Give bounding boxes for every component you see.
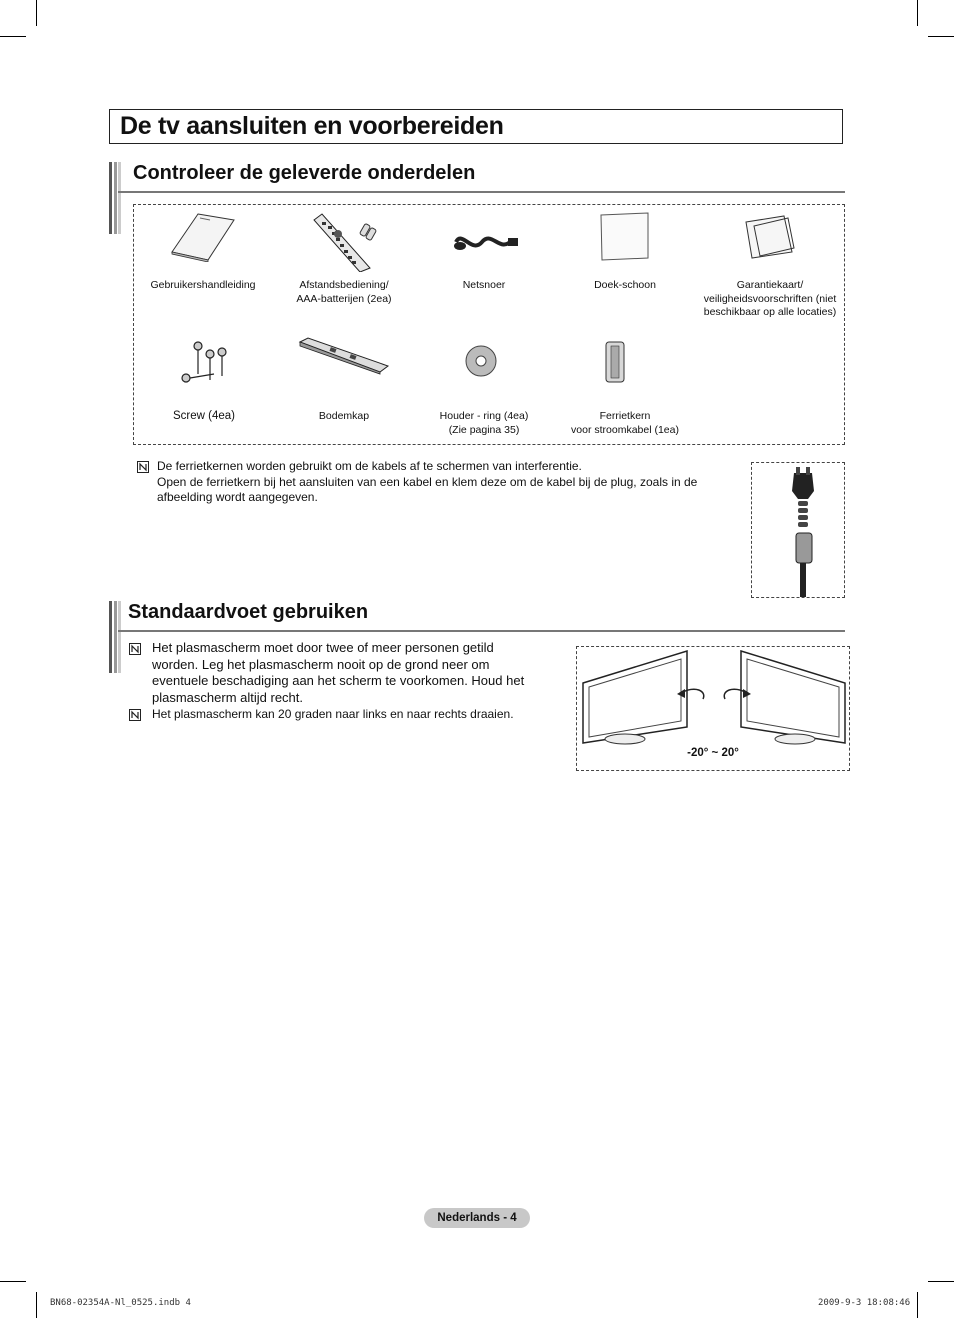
crop-mark [917,1292,918,1318]
part-label: Houder - ring (4ea) (Zie pagina 35) [439,410,529,436]
crop-mark [928,36,954,37]
note-icon [129,643,141,655]
crop-mark [0,36,26,37]
page-number-badge: Nederlands - 4 [424,1208,530,1228]
tv-swivel-icon [577,647,849,747]
page-title: De tv aansluiten en voorbereiden [120,112,504,140]
part-label: Garantiekaart/ veiligheidsvoorschriften (niet beschikbaar op alle locaties) [703,279,837,318]
crop-mark [0,1281,26,1282]
note-line: afbeelding wordt aangegeven. [157,490,318,504]
ferrite-cable-icon [752,463,844,597]
cloth-icon [598,212,652,262]
holder-ring-icon [464,344,498,378]
screws-icon [178,340,232,390]
warranty-card-icon [744,214,796,260]
note-line: plasmascherm altijd recht. [152,689,303,705]
section-bar [114,601,117,673]
note-line: De ferrietkernen worden gebruikt om de kabels af te schermen van interferentie. [157,459,582,473]
stand-note-1 [152,640,562,706]
part-label: Netsnoer [462,279,506,291]
stand-note-2: Het plasmascherm kan 20 graden naar links en naar rechts draaien. [152,707,514,721]
section-rule [118,630,845,632]
part-label: Doek-schoon [594,279,656,291]
part-label: Gebruikershandleiding [150,279,256,291]
section-bar [118,162,121,234]
crop-mark [928,1281,954,1282]
part-label: Screw (4ea) [173,410,235,422]
bottom-cover-icon [296,336,392,376]
ferrite-note [157,459,737,506]
note-line: eventuele beschadiging aan het scherm te voorkomen. Houd het [152,673,525,689]
print-file-info: BN68-02354A-Nl_0525.indb 4 [50,1298,191,1308]
note-line: worden. Leg het plasmascherm nooit op de grond neer om [152,656,490,672]
ferrite-core-icon [602,340,628,384]
part-label: Bodemkap [318,410,370,422]
section-rule [118,191,845,193]
note-line: Het plasmascherm moet door twee of meer personen getild [152,640,494,655]
crop-mark [917,0,918,26]
section-bar [114,162,117,234]
remote-icon [310,210,378,272]
section-bar [109,601,112,673]
section-bar [109,162,112,234]
manual-icon [170,212,236,262]
part-label: Afstandsbediening/ AAA-batterijen (2ea) [296,279,392,305]
note-icon [129,709,141,721]
crop-mark [36,0,37,26]
note-icon [137,461,149,473]
section-bar [118,601,121,673]
swivel-range-label: -20° ~ 20° [687,747,739,759]
power-cord-icon [450,228,520,258]
part-label: Ferrietkern voor stroomkabel (1ea) [571,410,679,436]
section-heading-stand: Standaardvoet gebruiken [128,601,369,623]
note-line: Open de ferrietkern bij het aansluiten van een kabel en klem deze om de kabel bij de plug, zoals in de [157,474,698,489]
crop-mark [36,1292,37,1318]
print-datetime: 2009-9-3 18:08:46 [818,1298,911,1308]
section-heading-parts: Controleer de geleverde onderdelen [133,162,476,184]
